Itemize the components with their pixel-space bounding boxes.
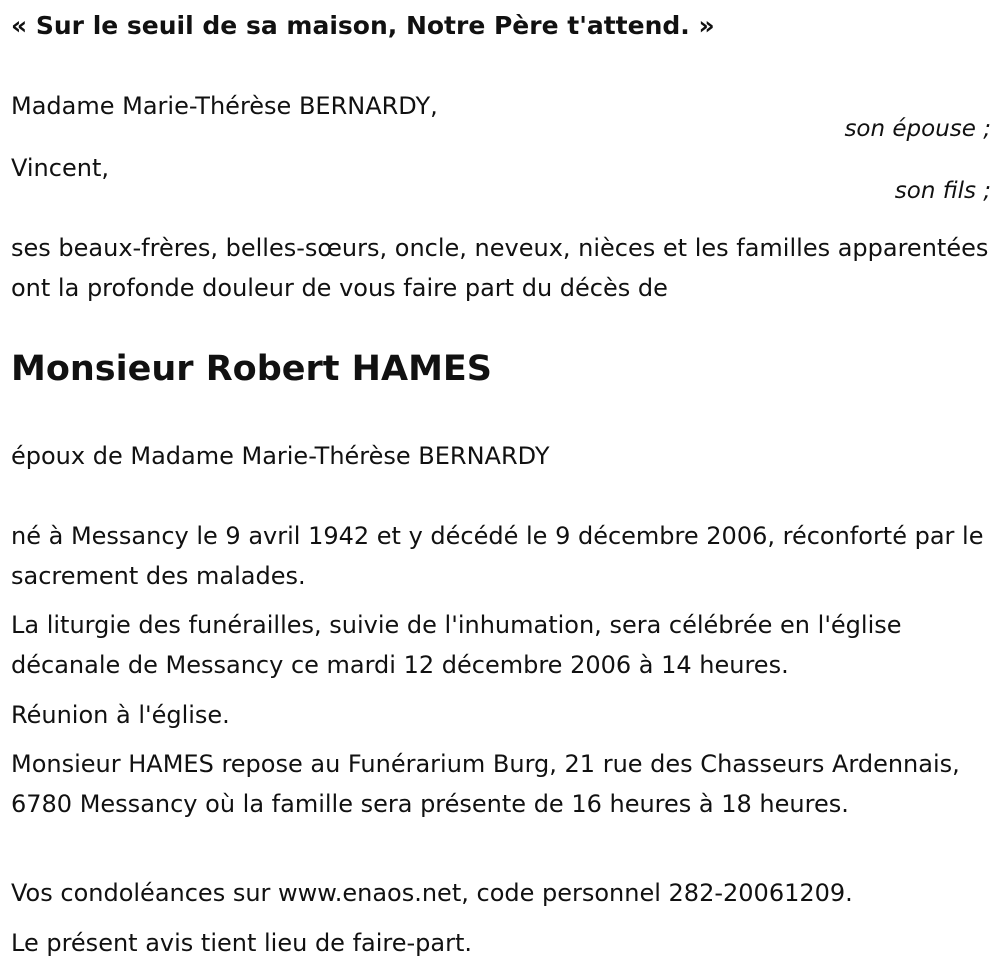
notice-paragraph: Le présent avis tient lieu de faire-part.	[11, 929, 473, 957]
spouse-role: son épouse ;	[844, 116, 991, 142]
obituary-notice	[11, 0, 991, 979]
deceased-name: Monsieur Robert HAMES	[11, 349, 493, 389]
spouse-reference: époux de Madame Marie-Thérèse BERNARDY	[11, 442, 550, 470]
meeting-paragraph: Réunion à l'église.	[11, 701, 230, 729]
spouse-name: Madame Marie-Thérèse BERNARDY,	[11, 92, 438, 120]
birth-death-paragraph: né à Messancy le 9 avril 1942 et y décédé le 9 décembre 2006, réconforté par le sacrement des malades.	[11, 522, 984, 590]
repose-paragraph: Monsieur HAMES repose au Funérarium Burg, 21 rue des Chasseurs Ardennais, 6780 Messancy où la famille sera présente de 16 heures à 18 heures.	[11, 750, 960, 818]
condolences-paragraph: Vos condoléances sur www.enaos.net, code personnel 282-20061209.	[11, 879, 853, 907]
relatives-paragraph: ses beaux-frères, belles-sœurs, oncle, neveux, nièces et les familles apparentées ont la profonde douleur de vous faire part du décès de	[11, 234, 989, 302]
funeral-paragraph: La liturgie des funérailles, suivie de l'inhumation, sera célébrée en l'église décanale de Messancy ce mardi 12 décembre 2006 à 14 heures.	[11, 611, 902, 679]
opening-quote: « Sur le seuil de sa maison, Notre Père t'attend. »	[11, 11, 715, 40]
son-role: son fils ;	[894, 178, 991, 204]
son-name: Vincent,	[11, 154, 109, 182]
